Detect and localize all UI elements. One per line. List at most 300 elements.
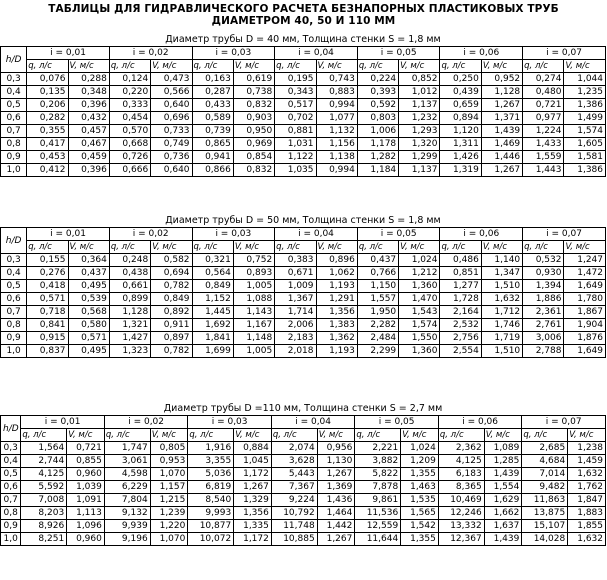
flow-rate-value: 0,248 — [109, 254, 150, 267]
velocity-value: 1,637 — [484, 520, 522, 533]
flow-rate-header: q, л/с — [357, 60, 398, 73]
velocity-value: 0,571 — [68, 332, 109, 345]
flow-rate-header: q, л/с — [357, 241, 398, 254]
velocity-value: 1,499 — [564, 112, 606, 125]
hd-value: 0,5 — [1, 468, 21, 481]
slope-header: i = 0,06 — [438, 416, 522, 429]
velocity-value: 0,854 — [233, 151, 274, 164]
velocity-value: 1,220 — [150, 520, 188, 533]
section-d50 — [0, 215, 606, 358]
velocity-header: V, м/с — [316, 241, 357, 254]
flow-rate-value: 2,221 — [355, 442, 401, 455]
velocity-value: 0,893 — [233, 267, 274, 280]
slope-header: i = 0,03 — [188, 416, 272, 429]
velocity-value: 1,554 — [484, 481, 522, 494]
flow-rate-value: 0,803 — [357, 112, 398, 125]
flow-rate-value: 0,343 — [275, 86, 316, 99]
flow-rate-value: 8,365 — [438, 481, 484, 494]
flow-rate-value: 0,941 — [192, 151, 233, 164]
flow-rate-value: 1,886 — [523, 293, 564, 306]
velocity-value: 0,539 — [68, 293, 109, 306]
flow-rate-value: 9,861 — [355, 494, 401, 507]
velocity-value: 1,157 — [150, 481, 188, 494]
velocity-value: 1,847 — [568, 494, 606, 507]
velocity-value: 0,733 — [151, 125, 192, 138]
slope-header: i = 0,03 — [192, 228, 275, 241]
table-row — [1, 507, 606, 520]
table-row — [1, 138, 606, 151]
velocity-value: 1,472 — [564, 267, 606, 280]
velocity-value: 0,852 — [399, 73, 440, 86]
flow-rate-header: q, л/с — [440, 60, 481, 73]
hd-value: 0,5 — [1, 99, 27, 112]
velocity-value: 1,045 — [234, 455, 272, 468]
flow-rate-value: 3,355 — [188, 455, 234, 468]
flow-rate-value: 2,744 — [21, 455, 67, 468]
velocity-value: 1,070 — [150, 468, 188, 481]
flow-rate-header: q, л/с — [355, 429, 401, 442]
velocity-value: 1,442 — [317, 520, 355, 533]
flow-rate-value: 2,074 — [271, 442, 317, 455]
velocity-value: 1,574 — [564, 125, 606, 138]
flow-rate-value: 0,274 — [523, 73, 564, 86]
velocity-value: 1,088 — [233, 293, 274, 306]
velocity-value: 1,867 — [564, 306, 606, 319]
flow-rate-value: 5,036 — [188, 468, 234, 481]
velocity-value: 1,291 — [316, 293, 357, 306]
slope-header: i = 0,04 — [271, 416, 355, 429]
flow-rate-header: q, л/с — [523, 60, 564, 73]
flow-rate-header: q, л/с — [109, 241, 150, 254]
flow-rate-value: 6,229 — [104, 481, 150, 494]
flow-rate-value: 0,881 — [275, 125, 316, 138]
velocity-value: 1,320 — [399, 138, 440, 151]
slope-header: i = 0,07 — [522, 416, 606, 429]
flow-rate-value: 0,865 — [192, 138, 233, 151]
velocity-value: 1,439 — [484, 468, 522, 481]
velocity-value: 1,463 — [401, 481, 439, 494]
flow-rate-value: 1,277 — [440, 280, 481, 293]
flow-rate-value: 10,885 — [271, 533, 317, 546]
flow-rate-value: 2,362 — [438, 442, 484, 455]
flow-rate-value: 6,819 — [188, 481, 234, 494]
flow-rate-header: q, л/с — [192, 60, 233, 73]
velocity-value: 1,329 — [234, 494, 272, 507]
section-caption: Диаметр трубы D = 50 мм, Толщина стенки S = 1,8 мм — [165, 215, 441, 226]
velocity-value: 1,267 — [481, 164, 522, 177]
velocity-value: 0,364 — [68, 254, 109, 267]
velocity-value: 1,267 — [317, 468, 355, 481]
velocity-value: 0,495 — [68, 345, 109, 358]
velocity-value: 1,360 — [399, 280, 440, 293]
velocity-value: 1,267 — [481, 99, 522, 112]
flow-rate-value: 5,592 — [21, 481, 67, 494]
flow-rate-value: 4,684 — [522, 455, 568, 468]
flow-rate-header: q, л/с — [104, 429, 150, 442]
velocity-value: 0,721 — [67, 442, 105, 455]
flow-rate-value: 0,321 — [192, 254, 233, 267]
velocity-value: 0,640 — [151, 164, 192, 177]
flow-rate-value: 2,685 — [522, 442, 568, 455]
hd-value: 0,8 — [1, 507, 21, 520]
velocity-header: V, м/с — [67, 429, 105, 442]
flow-rate-value: 0,564 — [192, 267, 233, 280]
velocity-value: 0,749 — [151, 138, 192, 151]
velocity-value: 1,510 — [481, 280, 522, 293]
flow-rate-value: 1,841 — [192, 332, 233, 345]
flow-rate-value: 9,132 — [104, 507, 150, 520]
velocity-value: 1,137 — [399, 164, 440, 177]
flow-rate-value: 2,282 — [357, 319, 398, 332]
velocity-value: 0,432 — [68, 112, 109, 125]
table-row — [1, 494, 606, 507]
velocity-header: V, м/с — [68, 60, 109, 73]
velocity-value: 1,386 — [564, 164, 606, 177]
flow-rate-value: 0,480 — [523, 86, 564, 99]
velocity-value: 1,439 — [484, 533, 522, 546]
flow-rate-value: 1,282 — [357, 151, 398, 164]
flow-rate-value: 1,692 — [192, 319, 233, 332]
flow-rate-header: q, л/с — [523, 241, 564, 254]
velocity-header: V, м/с — [68, 241, 109, 254]
flow-rate-value: 0,437 — [357, 254, 398, 267]
flow-rate-header: q, л/с — [109, 60, 150, 73]
velocity-value: 0,640 — [151, 99, 192, 112]
flow-rate-value: 0,666 — [109, 164, 150, 177]
flow-rate-value: 0,671 — [275, 267, 316, 280]
velocity-value: 1,137 — [399, 99, 440, 112]
flow-rate-value: 0,899 — [109, 293, 150, 306]
flow-rate-value: 3,006 — [523, 332, 564, 345]
flow-rate-value: 0,894 — [440, 112, 481, 125]
hydraulic-table — [0, 46, 606, 177]
section-d110 — [0, 403, 606, 546]
velocity-value: 0,743 — [316, 73, 357, 86]
table-row — [1, 442, 606, 455]
flow-rate-value: 9,993 — [188, 507, 234, 520]
velocity-value: 0,896 — [316, 254, 357, 267]
velocity-value: 0,883 — [316, 86, 357, 99]
velocity-value: 0,457 — [68, 125, 109, 138]
velocity-value: 1,542 — [401, 520, 439, 533]
flow-rate-value: 1,122 — [275, 151, 316, 164]
flow-rate-value: 0,355 — [27, 125, 68, 138]
velocity-value: 0,832 — [233, 99, 274, 112]
hd-value: 0,4 — [1, 267, 27, 280]
velocity-value: 1,543 — [399, 306, 440, 319]
velocity-value: 1,459 — [568, 455, 606, 468]
flow-rate-value: 11,863 — [522, 494, 568, 507]
flow-rate-value: 0,195 — [275, 73, 316, 86]
velocity-value: 0,855 — [67, 455, 105, 468]
flow-rate-value: 0,930 — [523, 267, 564, 280]
velocity-header: V, м/с — [151, 241, 192, 254]
velocity-value: 1,005 — [233, 345, 274, 358]
flow-rate-value: 11,748 — [271, 520, 317, 533]
velocity-value: 1,464 — [317, 507, 355, 520]
velocity-value: 1,091 — [67, 494, 105, 507]
hd-value: 0,9 — [1, 332, 27, 345]
velocity-value: 0,396 — [68, 99, 109, 112]
velocity-value: 1,235 — [564, 86, 606, 99]
flow-rate-value: 2,554 — [440, 345, 481, 358]
flow-rate-value: 1,916 — [188, 442, 234, 455]
velocity-value: 1,535 — [401, 494, 439, 507]
flow-rate-value: 12,246 — [438, 507, 484, 520]
velocity-value: 1,371 — [481, 112, 522, 125]
flow-rate-value: 1,559 — [523, 151, 564, 164]
flow-rate-value: 0,276 — [27, 267, 68, 280]
velocity-value: 1,632 — [568, 533, 606, 546]
velocity-value: 1,446 — [481, 151, 522, 164]
flow-rate-value: 0,393 — [357, 86, 398, 99]
velocity-value: 1,632 — [481, 293, 522, 306]
slope-header: i = 0,06 — [440, 47, 523, 60]
flow-rate-value: 0,592 — [357, 99, 398, 112]
velocity-value: 1,140 — [481, 254, 522, 267]
table-row — [1, 99, 606, 112]
flow-rate-value: 7,008 — [21, 494, 67, 507]
table-row — [1, 164, 606, 177]
velocity-value: 0,396 — [68, 164, 109, 177]
slope-header: i = 0,07 — [523, 47, 606, 60]
flow-rate-value: 0,076 — [27, 73, 68, 86]
flow-rate-value: 2,299 — [357, 345, 398, 358]
velocity-header: V, м/с — [401, 429, 439, 442]
velocity-value: 1,855 — [568, 520, 606, 533]
flow-rate-value: 9,939 — [104, 520, 150, 533]
flow-rate-value: 11,644 — [355, 533, 401, 546]
flow-rate-value: 1,311 — [440, 138, 481, 151]
table-row — [1, 533, 606, 546]
slope-header: i = 0,05 — [355, 416, 439, 429]
velocity-value: 1,876 — [564, 332, 606, 345]
flow-rate-value: 1,427 — [109, 332, 150, 345]
flow-rate-value: 1,152 — [192, 293, 233, 306]
velocity-value: 0,849 — [151, 293, 192, 306]
velocity-value: 1,360 — [399, 345, 440, 358]
velocity-value: 1,356 — [316, 306, 357, 319]
velocity-value: 0,956 — [317, 442, 355, 455]
velocity-value: 1,024 — [401, 442, 439, 455]
velocity-value: 0,348 — [68, 86, 109, 99]
flow-rate-value: 12,367 — [438, 533, 484, 546]
flow-rate-value: 15,107 — [522, 520, 568, 533]
flow-rate-value: 13,875 — [522, 507, 568, 520]
velocity-value: 1,143 — [233, 306, 274, 319]
flow-rate-header: q, л/с — [275, 60, 316, 73]
flow-rate-value: 11,536 — [355, 507, 401, 520]
flow-rate-value: 0,486 — [440, 254, 481, 267]
velocity-value: 0,884 — [234, 442, 272, 455]
flow-rate-value: 2,761 — [523, 319, 564, 332]
slope-header: i = 0,05 — [357, 47, 440, 60]
velocity-value: 1,024 — [399, 254, 440, 267]
velocity-value: 1,062 — [316, 267, 357, 280]
flow-rate-value: 0,718 — [27, 306, 68, 319]
flow-rate-value: 6,183 — [438, 468, 484, 481]
velocity-value: 1,209 — [401, 455, 439, 468]
velocity-value: 1,355 — [401, 533, 439, 546]
velocity-value: 0,782 — [151, 345, 192, 358]
velocity-value: 0,782 — [151, 280, 192, 293]
flow-rate-value: 0,837 — [27, 345, 68, 358]
table-row — [1, 332, 606, 345]
velocity-value: 1,132 — [316, 125, 357, 138]
flow-rate-value: 7,878 — [355, 481, 401, 494]
slope-header: i = 0,02 — [104, 416, 188, 429]
flow-rate-value: 1,394 — [523, 280, 564, 293]
flow-rate-value: 3,882 — [355, 455, 401, 468]
velocity-value: 0,437 — [68, 267, 109, 280]
flow-rate-header: q, л/с — [438, 429, 484, 442]
velocity-value: 1,746 — [481, 319, 522, 332]
flow-rate-value: 1,699 — [192, 345, 233, 358]
flow-rate-header: q, л/с — [271, 429, 317, 442]
section-caption: Диаметр трубы D =110 мм, Толщина стенки S = 2,7 мм — [163, 403, 443, 414]
velocity-value: 1,285 — [484, 455, 522, 468]
flow-rate-value: 0,739 — [192, 125, 233, 138]
table-row — [1, 151, 606, 164]
flow-rate-value: 1,006 — [357, 125, 398, 138]
flow-rate-value: 14,028 — [522, 533, 568, 546]
velocity-value: 0,892 — [151, 306, 192, 319]
document-title — [0, 3, 607, 27]
flow-rate-header: q, л/с — [440, 241, 481, 254]
slope-header: i = 0,02 — [109, 47, 192, 60]
flow-rate-value: 0,841 — [27, 319, 68, 332]
hydraulic-table — [0, 415, 606, 546]
velocity-value: 1,239 — [150, 507, 188, 520]
flow-rate-value: 2,788 — [523, 345, 564, 358]
flow-rate-value: 1,433 — [523, 138, 564, 151]
velocity-value: 1,128 — [481, 86, 522, 99]
flow-rate-value: 1,319 — [440, 164, 481, 177]
velocity-value: 0,994 — [316, 164, 357, 177]
velocity-value: 1,005 — [233, 280, 274, 293]
flow-rate-value: 1,035 — [275, 164, 316, 177]
table-row — [1, 112, 606, 125]
velocity-value: 1,039 — [67, 481, 105, 494]
flow-rate-value: 1,323 — [109, 345, 150, 358]
velocity-value: 1,649 — [564, 345, 606, 358]
flow-rate-value: 0,224 — [357, 73, 398, 86]
flow-rate-value: 1,557 — [357, 293, 398, 306]
velocity-value: 1,574 — [399, 319, 440, 332]
velocity-value: 1,077 — [316, 112, 357, 125]
flow-rate-value: 1,443 — [523, 164, 564, 177]
flow-rate-header: q, л/с — [188, 429, 234, 442]
hd-value: 0,8 — [1, 138, 27, 151]
flow-rate-value: 10,072 — [188, 533, 234, 546]
flow-rate-value: 1,426 — [440, 151, 481, 164]
flow-rate-value: 0,433 — [192, 99, 233, 112]
flow-rate-value: 10,469 — [438, 494, 484, 507]
hd-value: 0,6 — [1, 481, 21, 494]
velocity-value: 0,495 — [68, 280, 109, 293]
flow-rate-value: 2,532 — [440, 319, 481, 332]
table-row — [1, 468, 606, 481]
flow-rate-value: 4,125 — [21, 468, 67, 481]
flow-rate-value: 0,915 — [27, 332, 68, 345]
hd-value: 0,3 — [1, 442, 21, 455]
velocity-value: 1,293 — [399, 125, 440, 138]
table-row — [1, 455, 606, 468]
velocity-value: 1,550 — [399, 332, 440, 345]
velocity-header: V, м/с — [233, 241, 274, 254]
velocity-value: 1,212 — [399, 267, 440, 280]
flow-rate-header: q, л/с — [522, 429, 568, 442]
velocity-value: 1,238 — [568, 442, 606, 455]
velocity-value: 0,960 — [67, 533, 105, 546]
hd-value: 0,7 — [1, 306, 27, 319]
hd-value: 0,5 — [1, 280, 27, 293]
flow-rate-value: 8,926 — [21, 520, 67, 533]
flow-rate-value: 0,702 — [275, 112, 316, 125]
velocity-value: 1,362 — [316, 332, 357, 345]
flow-rate-value: 1,564 — [21, 442, 67, 455]
flow-rate-value: 0,418 — [27, 280, 68, 293]
velocity-value: 1,172 — [234, 468, 272, 481]
velocity-value: 0,566 — [151, 86, 192, 99]
flow-rate-value: 0,532 — [523, 254, 564, 267]
velocity-value: 1,581 — [564, 151, 606, 164]
flow-rate-value: 0,135 — [27, 86, 68, 99]
velocity-value: 1,712 — [481, 306, 522, 319]
hd-value: 0,4 — [1, 455, 21, 468]
flow-rate-value: 1,224 — [523, 125, 564, 138]
flow-rate-value: 2,006 — [275, 319, 316, 332]
table-row — [1, 293, 606, 306]
hd-value: 0,9 — [1, 520, 21, 533]
hd-value: 0,7 — [1, 125, 27, 138]
flow-rate-value: 0,383 — [275, 254, 316, 267]
table-row — [1, 319, 606, 332]
velocity-value: 1,299 — [399, 151, 440, 164]
flow-rate-value: 9,224 — [271, 494, 317, 507]
velocity-value: 0,459 — [68, 151, 109, 164]
velocity-value: 0,953 — [150, 455, 188, 468]
velocity-value: 0,805 — [150, 442, 188, 455]
velocity-header: V, м/с — [316, 60, 357, 73]
velocity-value: 1,232 — [399, 112, 440, 125]
flow-rate-value: 7,804 — [104, 494, 150, 507]
velocity-value: 0,969 — [233, 138, 274, 151]
flow-rate-value: 0,250 — [440, 73, 481, 86]
velocity-header: V, м/с — [564, 241, 606, 254]
hd-header: h/D — [1, 416, 21, 442]
velocity-header: V, м/с — [481, 241, 522, 254]
velocity-value: 1,565 — [401, 507, 439, 520]
velocity-value: 1,148 — [233, 332, 274, 345]
velocity-value: 0,696 — [151, 112, 192, 125]
flow-rate-value: 1,714 — [275, 306, 316, 319]
flow-rate-value: 3,628 — [271, 455, 317, 468]
flow-rate-value: 2,183 — [275, 332, 316, 345]
flow-rate-value: 1,184 — [357, 164, 398, 177]
slope-header: i = 0,03 — [192, 47, 275, 60]
flow-rate-value: 0,726 — [109, 151, 150, 164]
flow-rate-value: 0,453 — [27, 151, 68, 164]
velocity-value: 1,089 — [484, 442, 522, 455]
velocity-value: 1,172 — [234, 533, 272, 546]
flow-rate-value: 0,849 — [192, 280, 233, 293]
table-row — [1, 254, 606, 267]
velocity-value: 0,467 — [68, 138, 109, 151]
velocity-value: 0,619 — [233, 73, 274, 86]
velocity-value: 0,960 — [67, 468, 105, 481]
table-row — [1, 306, 606, 319]
